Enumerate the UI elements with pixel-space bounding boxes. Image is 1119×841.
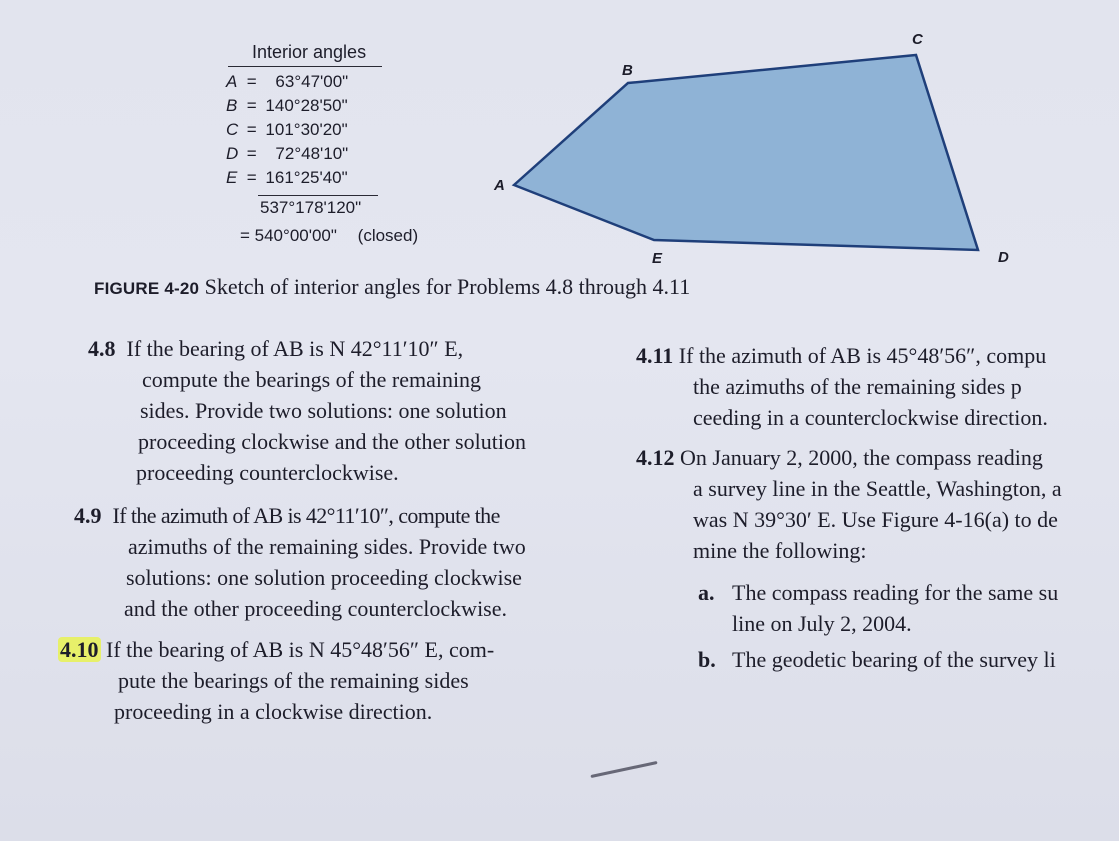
problem-text-line: the azimuths of the remaining sides p [693, 374, 1022, 399]
angle-label: C [226, 120, 239, 139]
angle-label: D [226, 144, 239, 163]
problem-4-12-part-b [698, 644, 1056, 675]
part-text-line: The geodetic bearing of the survey li [732, 647, 1056, 672]
angle-label: A [226, 72, 238, 91]
part-label: a. [698, 580, 715, 605]
problem-text-line: If the azimuth of AB is 42°11′10″, compute the [112, 503, 500, 528]
problem-4-9 [74, 500, 526, 624]
angle-equals: = [246, 144, 257, 163]
traverse-polygon-figure [480, 20, 1040, 270]
angle-total-value: = 540°00'00" [240, 226, 337, 245]
angle-label: E [226, 168, 238, 187]
problem-text-line: solutions: one solution proceeding clockwise [126, 565, 522, 590]
part-label: b. [698, 647, 716, 672]
problem-number: 4.11 [636, 343, 674, 368]
problem-text-line: If the bearing of AB is N 45°48′56″ E, com- [106, 637, 495, 662]
vertex-label-b: B [622, 62, 633, 79]
angle-value: 101°30'20" [265, 120, 348, 139]
problem-text-line: and the other proceeding counterclockwise. [124, 596, 508, 621]
angle-row-d [226, 144, 348, 164]
problem-number: 4.12 [636, 445, 675, 470]
problem-number-highlighted: 4.10 [60, 637, 99, 662]
part-text-line: The compass reading for the same su [732, 580, 1059, 605]
angle-equals: = [246, 72, 257, 91]
problem-4-12 [636, 442, 1062, 566]
angle-row-a [226, 72, 348, 92]
problem-4-11 [636, 340, 1048, 433]
problem-number: 4.9 [74, 503, 102, 528]
angle-equals: = [246, 120, 257, 139]
angle-row-b [226, 96, 348, 116]
angle-value: 72°48'10" [275, 144, 349, 163]
vertex-label-c: C [912, 31, 923, 48]
problem-text-line: On January 2, 2000, the compass reading [680, 445, 1043, 470]
problem-text-line: proceeding clockwise and the other solution [138, 429, 526, 454]
problem-text-line: If the azimuth of AB is 45°48′56″, compu [678, 343, 1047, 368]
problem-text-line: sides. Provide two solutions: one solution [140, 398, 507, 423]
angle-value: 140°28'50" [265, 96, 348, 115]
figure-caption-label: FIGURE 4-20 [94, 279, 200, 298]
angle-table-header: Interior angles [252, 42, 367, 62]
problem-4-12-part-a [698, 577, 1058, 639]
angle-table-sum-rule [258, 195, 378, 196]
angle-value: 161°25'40" [265, 168, 348, 187]
problem-text-line: a survey line in the Seattle, Washington, a [693, 476, 1062, 501]
angle-closed-note: (closed) [357, 226, 419, 245]
figure-caption-text: Sketch of interior angles for Problems 4.8 through 4.11 [204, 274, 691, 299]
problem-text-line: ceeding in a counterclockwise direction. [693, 405, 1048, 430]
angle-value: 63°47'00" [275, 72, 349, 91]
figure-caption [94, 274, 690, 300]
angle-equals: = [246, 168, 257, 187]
angle-total [240, 226, 418, 246]
problem-4-8 [88, 333, 526, 488]
vertex-label-a: A [494, 177, 505, 194]
angle-row-c [226, 120, 348, 140]
vertex-label-e: E [652, 250, 663, 267]
problem-number: 4.8 [88, 336, 116, 361]
pen-stroke-mark [590, 761, 657, 778]
vertex-label-d: D [998, 249, 1009, 266]
problem-text-line: mine the following: [693, 538, 867, 563]
part-text-line: line on July 2, 2004. [732, 611, 912, 636]
traverse-polygon [514, 55, 978, 250]
problem-text-line: compute the bearings of the remaining [142, 367, 482, 392]
problem-text-line: azimuths of the remaining sides. Provide two [128, 534, 526, 559]
angle-label: B [226, 96, 238, 115]
angle-table-top-rule [228, 66, 382, 67]
problem-4-10 [58, 634, 494, 727]
problem-text-line: pute the bearings of the remaining sides [118, 668, 469, 693]
problem-text-line: was N 39°30′ E. Use Figure 4-16(a) to de [693, 507, 1058, 532]
problem-text-line: If the bearing of AB is N 42°11′10″ E, [126, 336, 464, 361]
angle-row-e [226, 168, 348, 188]
problem-text-line: proceeding in a clockwise direction. [114, 699, 433, 724]
angle-sum: 537°178'120" [260, 198, 362, 217]
angle-equals: = [246, 96, 257, 115]
problem-text-line: proceeding counterclockwise. [136, 460, 399, 485]
